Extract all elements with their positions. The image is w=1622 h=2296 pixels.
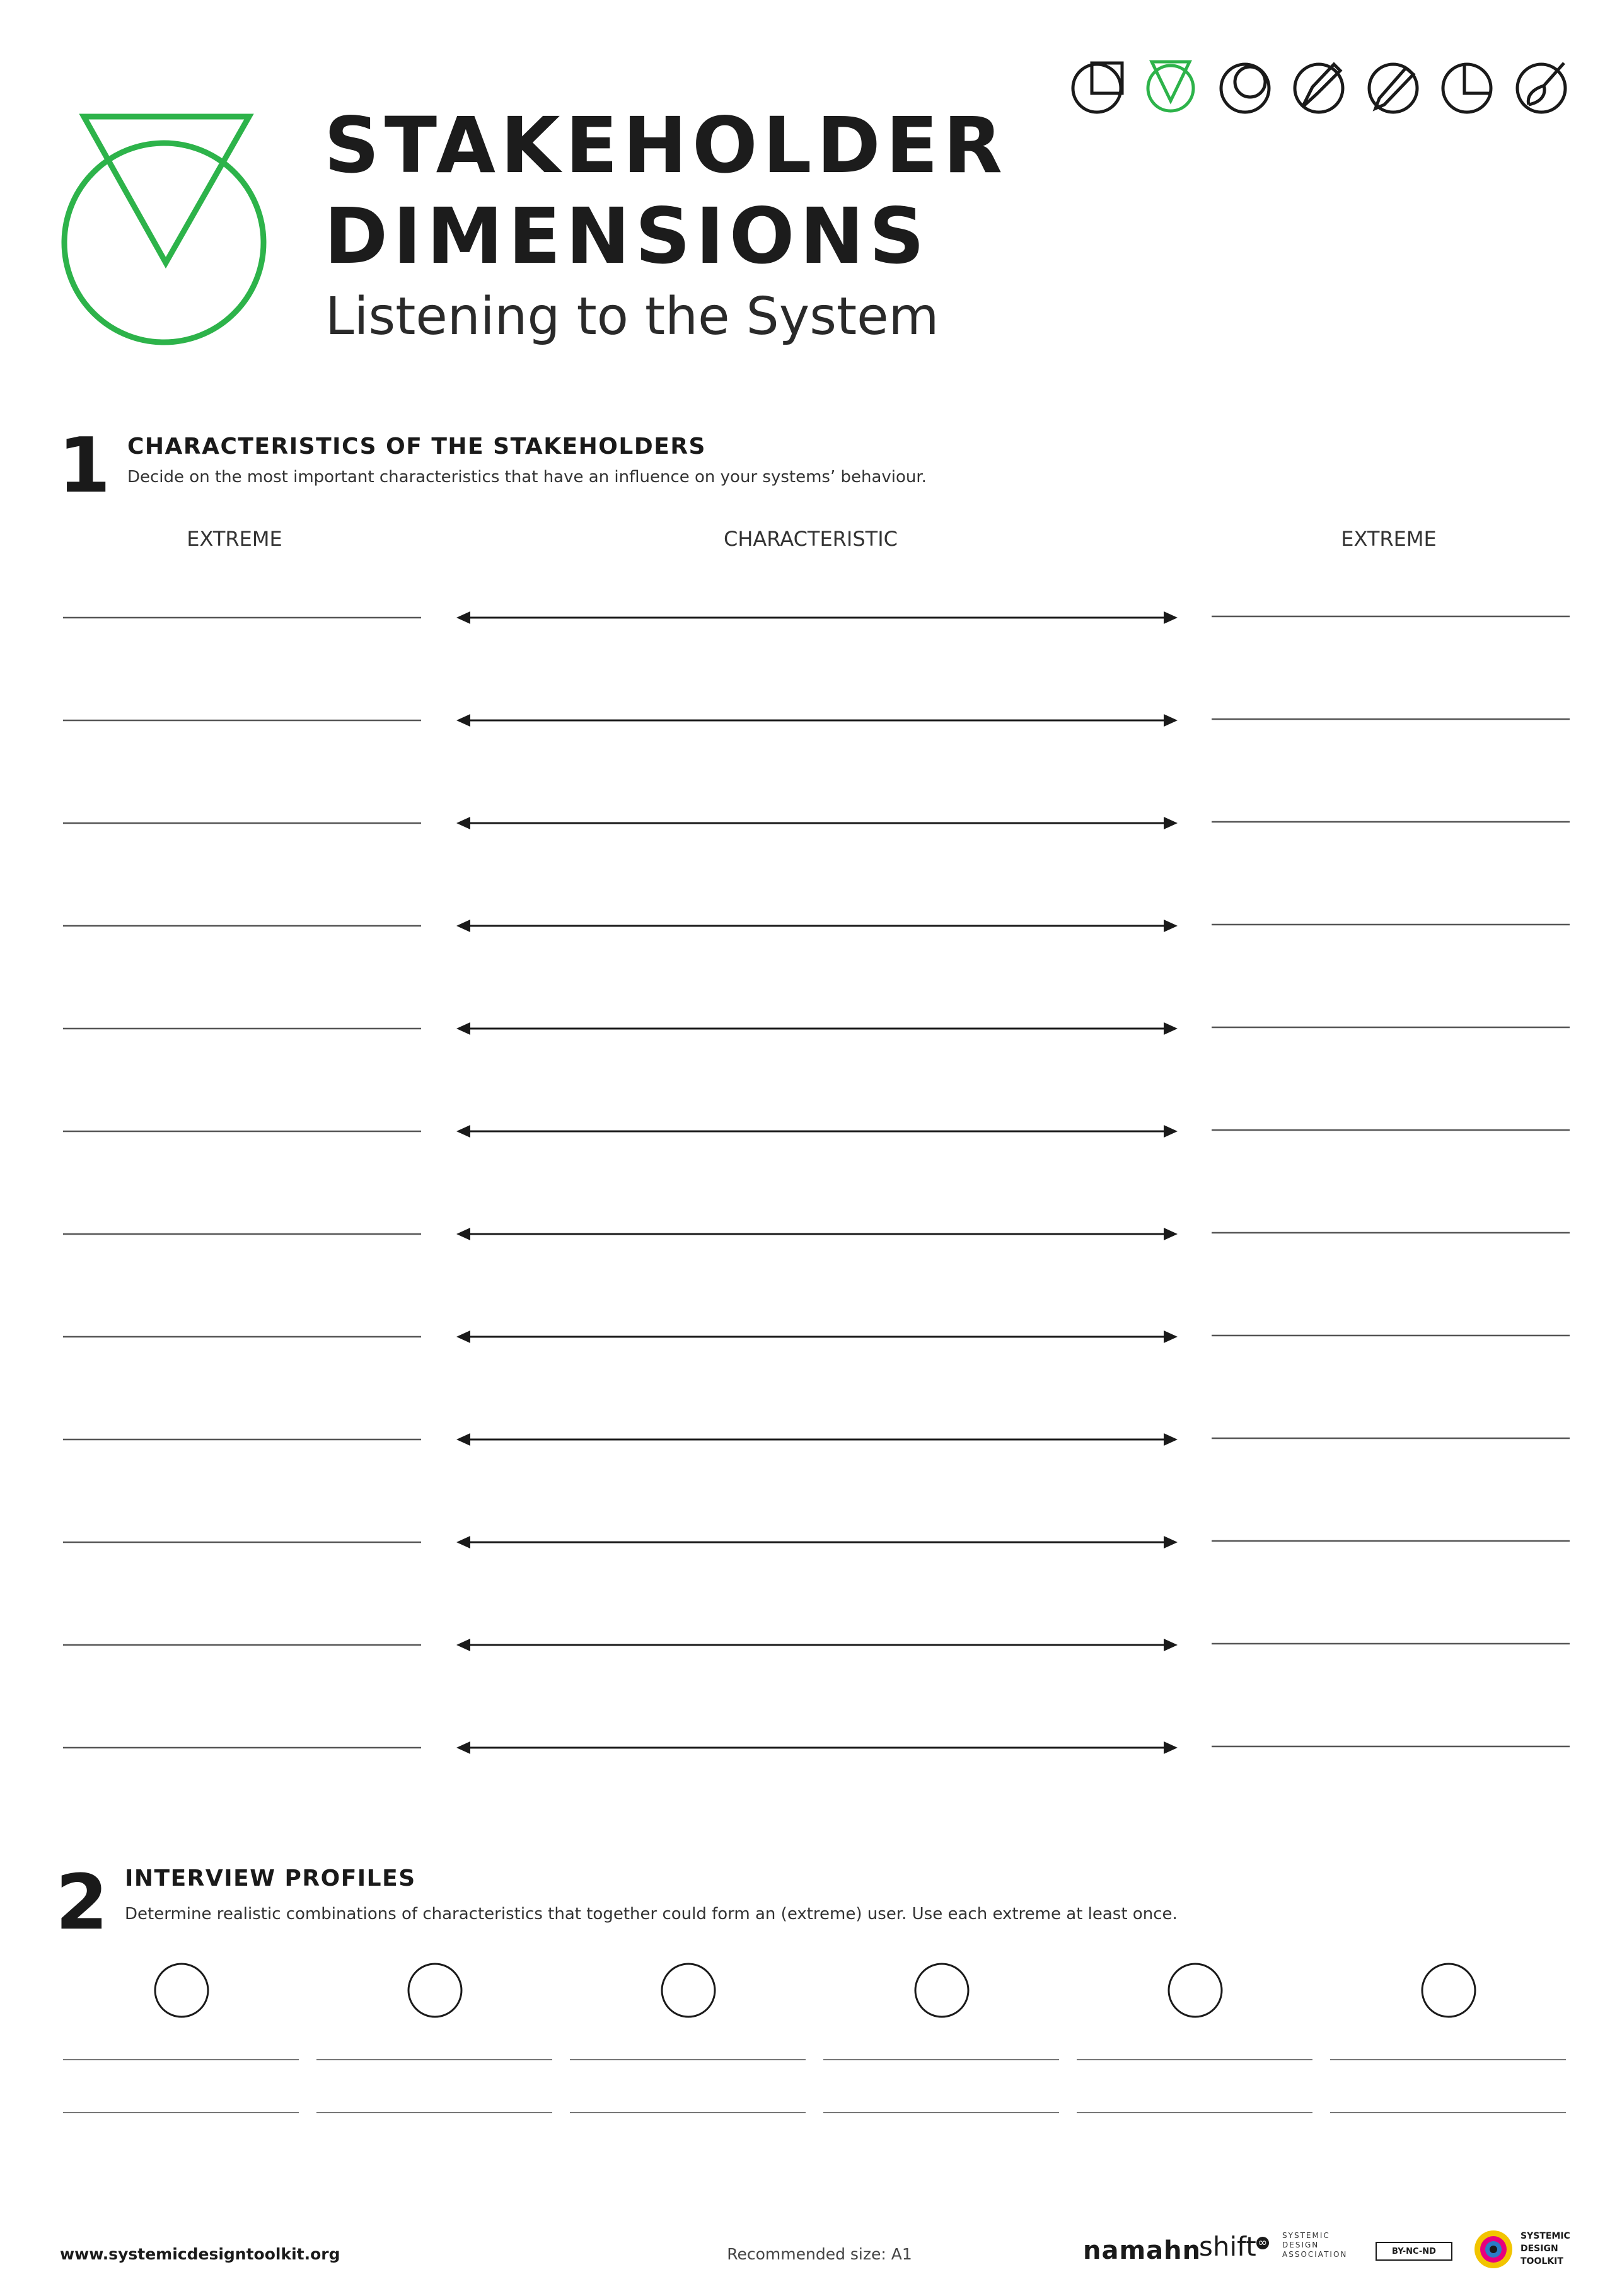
section-1-description: Decide on the most important characteristics that have an influence on your systems’ behaviour.: [127, 468, 927, 487]
shift-logo: shift ∞: [1199, 2231, 1269, 2262]
sda-line-2: DESIGN: [1282, 2241, 1319, 2249]
sda-line-3: ASSOCIATION: [1282, 2250, 1348, 2259]
profile-avatar-circle[interactable]: [1422, 1964, 1475, 2017]
page-title-line-1: STAKEHOLDER: [324, 101, 1008, 190]
profile-avatar-circle[interactable]: [408, 1964, 461, 2017]
shift-logo-text: shift: [1199, 2231, 1256, 2262]
profile-card: [823, 1964, 1059, 2113]
section-1-number: 1: [58, 422, 111, 510]
systemic-design-association-logo: [1282, 2231, 1347, 2259]
systemic-design-toolkit-logo: [1521, 2230, 1570, 2268]
sdt-line-3: TOOLKIT: [1521, 2256, 1563, 2266]
section-2-number: 2: [55, 1859, 108, 1947]
namahn-logo: namahn: [1083, 2236, 1202, 2265]
profile-avatar-circle[interactable]: [915, 1964, 968, 2017]
profile-card: [1077, 1964, 1312, 2113]
sdt-line-1: SYSTEMIC: [1521, 2231, 1570, 2241]
systemic-design-toolkit-logo-icon: [1471, 2227, 1515, 2271]
profile-avatar-circle[interactable]: [662, 1964, 715, 2017]
sdt-line-2: DESIGN: [1521, 2244, 1558, 2254]
column-header-left-extreme: EXTREME: [187, 527, 282, 551]
profile-card: [570, 1964, 806, 2113]
column-header-right-extreme: EXTREME: [1341, 527, 1437, 551]
footer-recommended-size: Recommended size: A1: [727, 2245, 912, 2263]
profile-card: [63, 1964, 299, 2113]
creative-commons-badge: [1376, 2242, 1452, 2261]
column-header-characteristic: CHARACTERISTIC: [724, 527, 898, 551]
profile-avatar-circle[interactable]: [1169, 1964, 1222, 2017]
section-1-title: CHARACTERISTICS OF THE STAKEHOLDERS: [127, 434, 706, 459]
profile-card: [316, 1964, 552, 2113]
sda-line-1: SYSTEMIC: [1282, 2231, 1330, 2240]
profile-card: [1330, 1964, 1566, 2113]
cc-license-text: BY-NC-ND: [1392, 2246, 1436, 2256]
footer-url-link[interactable]: www.systemicdesigntoolkit.org: [60, 2245, 340, 2263]
profile-avatar-circle[interactable]: [155, 1964, 208, 2017]
section-2-description: Determine realistic combinations of characteristics that together could form an (extreme) user. Use each extreme at least once.: [125, 1905, 1178, 1924]
section-2-title: INTERVIEW PROFILES: [125, 1866, 416, 1891]
page-subtitle: Listening to the System: [325, 287, 939, 347]
page-title-line-2: DIMENSIONS: [324, 192, 930, 281]
